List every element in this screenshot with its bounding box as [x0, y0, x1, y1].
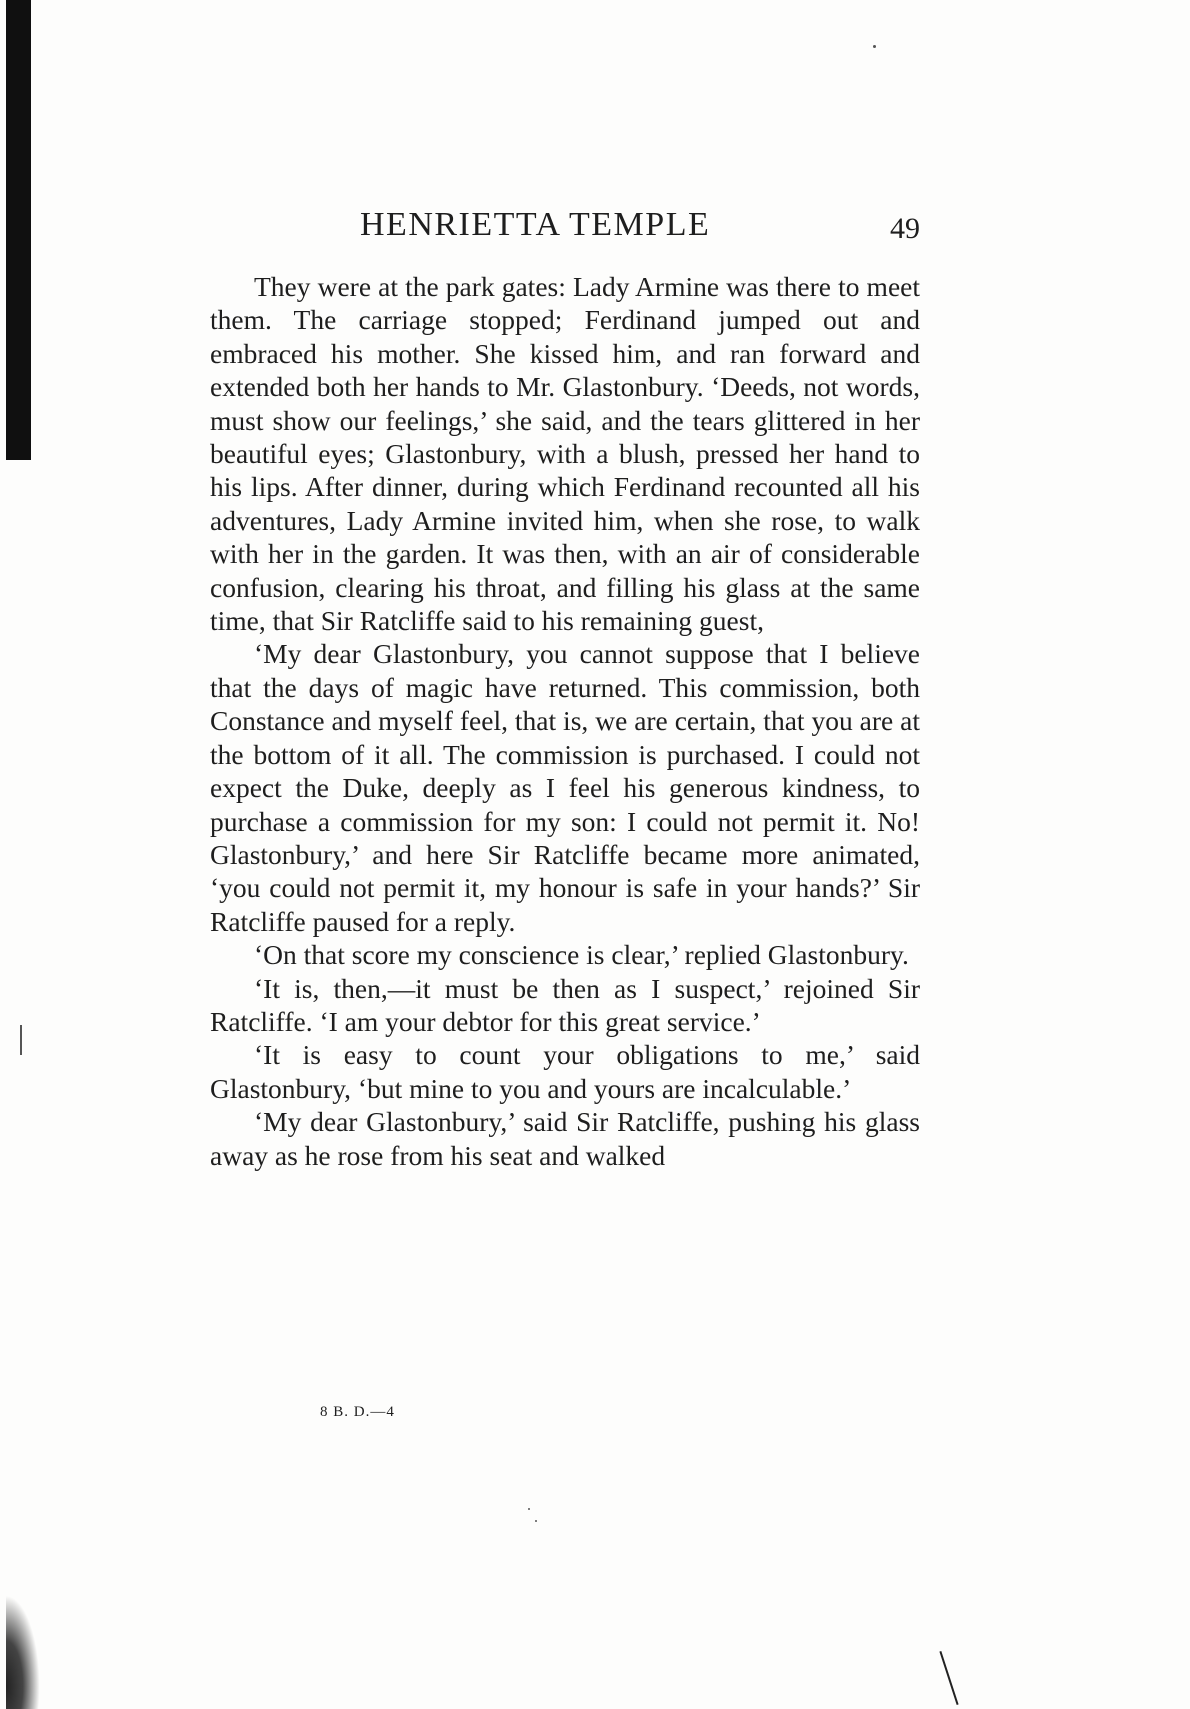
running-header — [210, 205, 920, 255]
running-title: HENRIETTA TEMPLE — [360, 206, 711, 243]
page-number: 49 — [890, 212, 920, 245]
paragraph: ‘It is easy to count your obligations to me,’ said Glastonbury, ‘but mine to you and yours are incalculable.’ — [210, 1039, 920, 1104]
scan-speck — [535, 1520, 537, 1522]
paragraph: ‘On that score my conscience is clear,’ replied Glastonbury. — [254, 939, 909, 971]
body-text — [210, 270, 920, 1172]
scan-speck — [528, 1508, 530, 1510]
scan-speck — [20, 1025, 22, 1055]
scan-corner-mark — [939, 1651, 958, 1705]
paragraph: ‘My dear Glastonbury, you cannot suppose that I believe that the days of magic have returned. This commission, both Constance and myself feel, that is, we are certain, that you are at the bottom of it all. The commission is purchased. I could not expect the Duke, deeply as I feel his generous kindness, to purchase a commission for my son: I could not permit it. No! Glastonbury,’ and here Sir Ratcliffe became more animated, ‘you could not permit it, my honour is safe in your hands?’ Sir Ratcliffe paused for a reply. — [210, 638, 920, 937]
scan-speck — [873, 45, 876, 48]
signature-mark: 8 B. D.—4 — [320, 1404, 395, 1420]
paragraph: They were at the park gates: Lady Armine was there to meet them. The carriage stopped; Ferdinand jumped out and embraced his mother. She kissed him, and ran forward and extended both her hands to Mr. Glastonbury. ‘Deeds, not words, must show our feelings,’ she said, and the tears glittered in her beautiful eyes; Glastonbury, with a blush, pressed her hand to his lips. After dinner, during which Ferdinand recounted all his adventures, Lady Armine invited him, when she rose, to walk with her in the garden. It was then, with an air of considerable confusion, clearing his throat, and filling his glass at the same time, that Sir Ratcliffe said to his remaining guest, — [210, 271, 920, 637]
scan-edge-shadow — [6, 0, 31, 460]
paragraph: ‘It is, then,—it must be then as I suspect,’ rejoined Sir Ratcliffe. ‘I am your debtor for this great service.’ — [210, 972, 920, 1037]
scan-edge-smudge — [6, 1595, 40, 1709]
paragraph: ‘My dear Glastonbury,’ said Sir Ratcliffe, pushing his glass away as he rose from his seat and walked — [210, 1106, 920, 1171]
